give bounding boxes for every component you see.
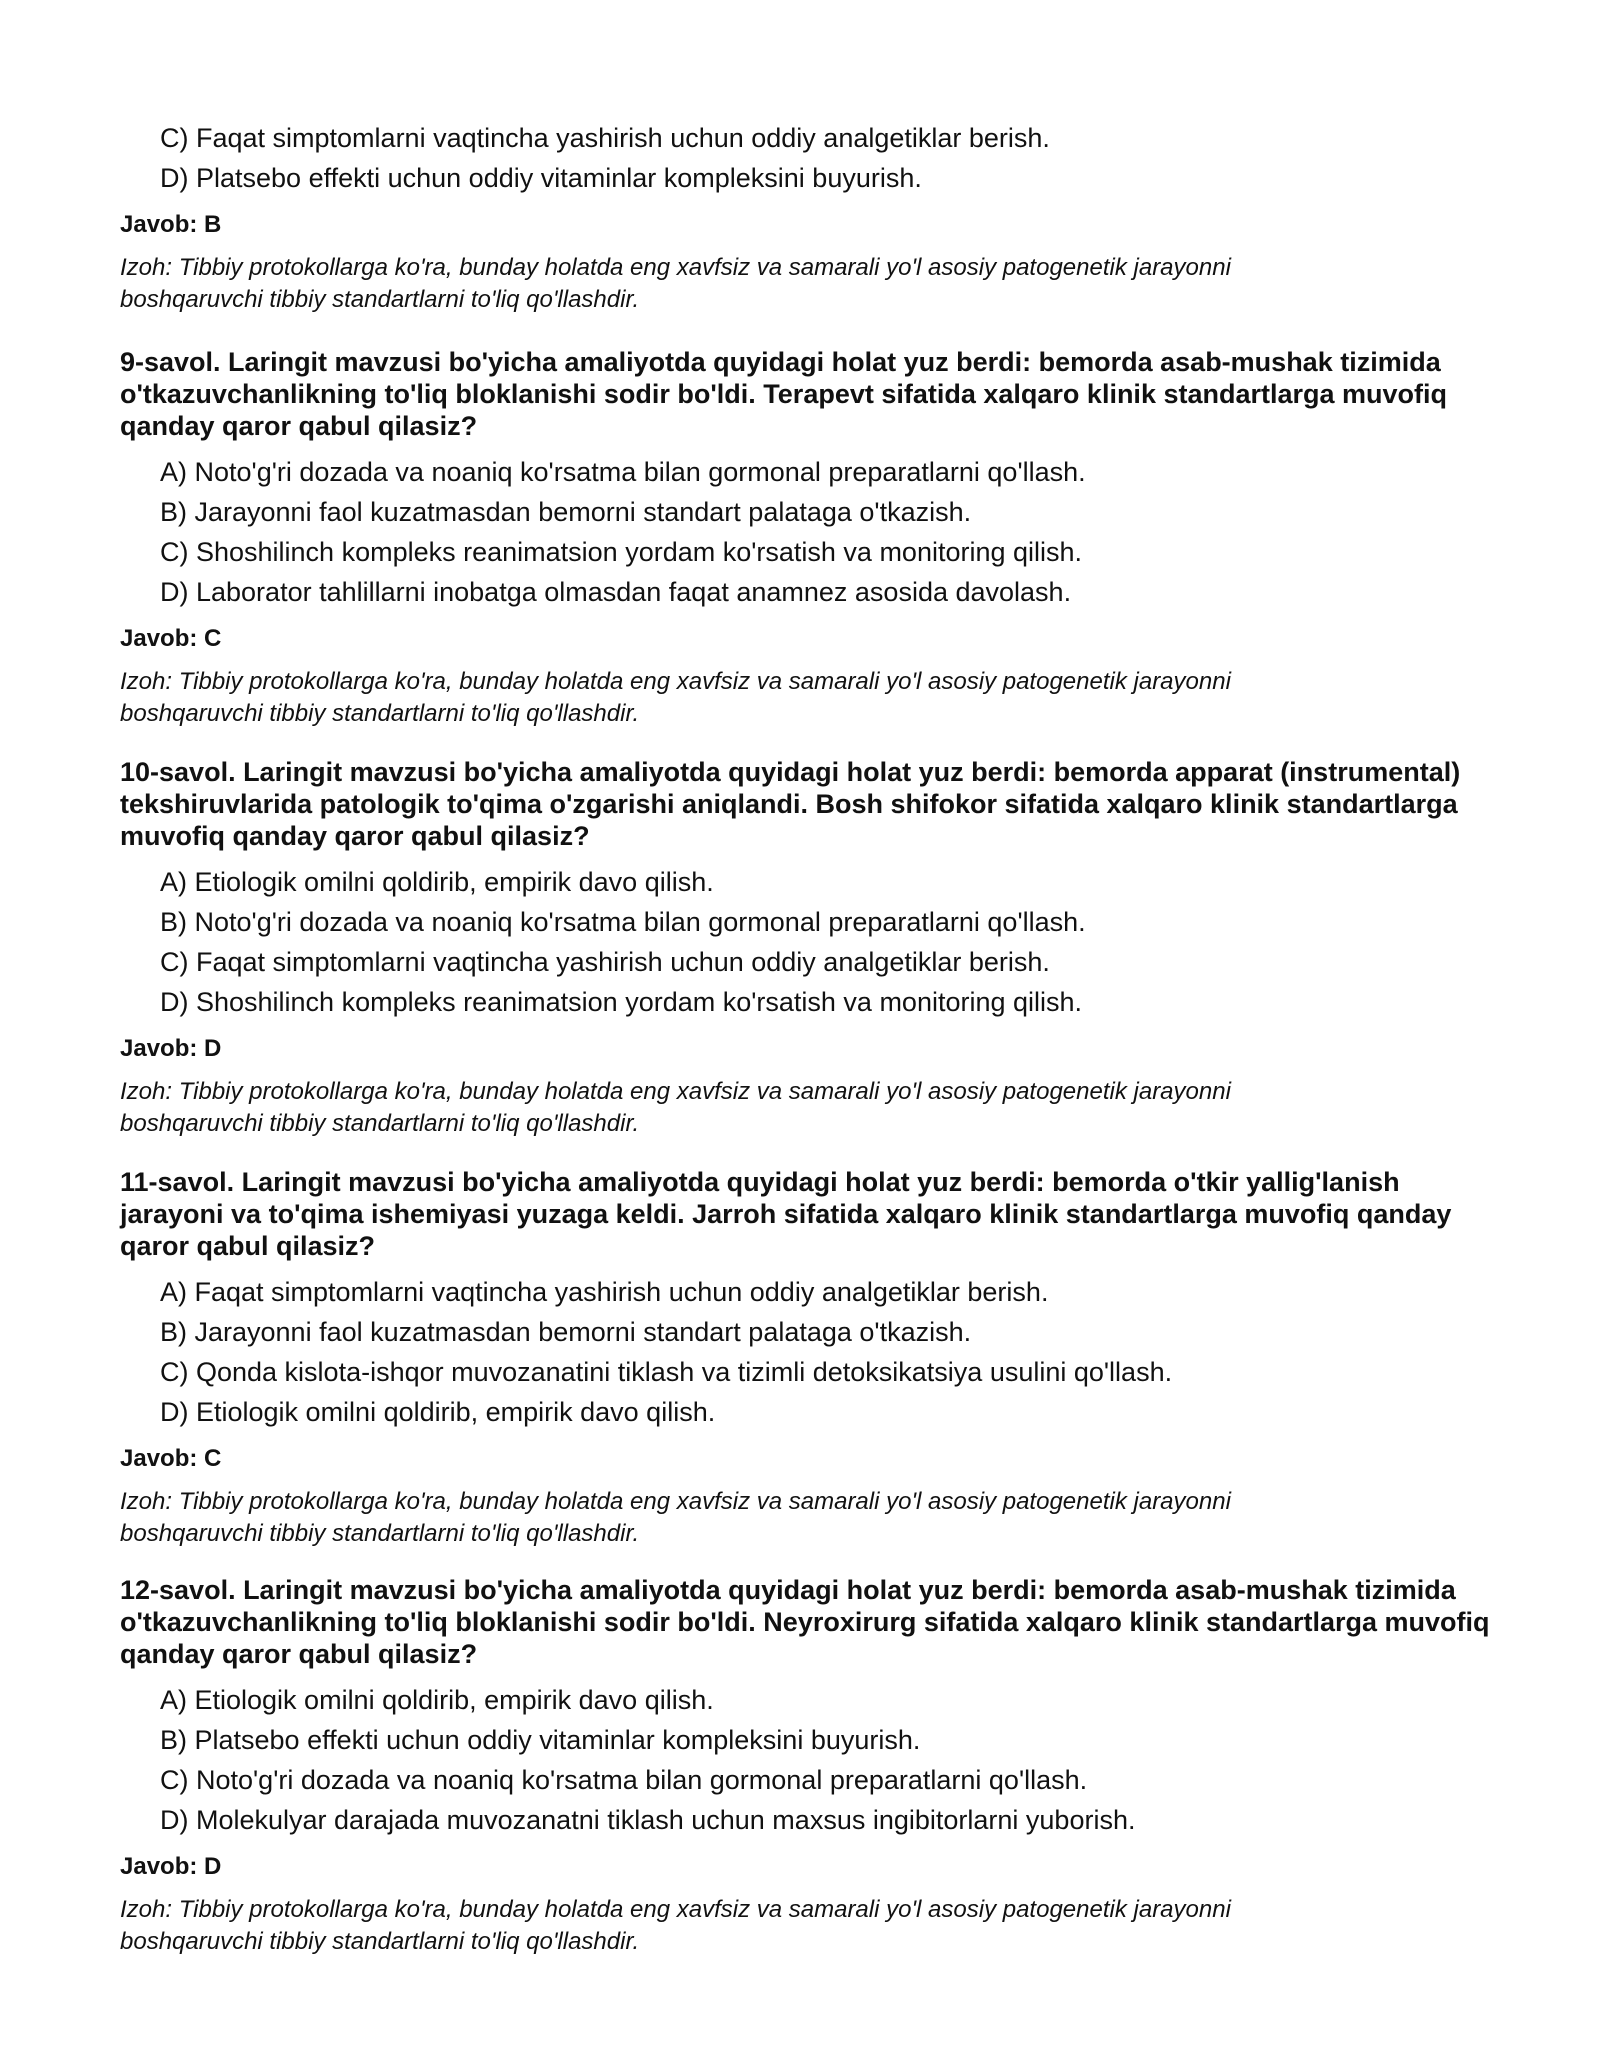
answer-label: Javob: C — [120, 625, 222, 652]
previous-question-continuation — [120, 118, 1500, 316]
answer-label: Javob: B — [120, 211, 222, 238]
option-a: A) Noto'g'ri dozada va noaniq ko'rsatma bilan gormonal preparatlarni qo'llash. — [160, 457, 1086, 487]
explanation-note: Izoh: Tibbiy protokollarga ko'ra, bunday holatda eng xavfsiz va samarali yo'l asosiy patogenetik jarayonni boshqaruvchi tibbiy standartlarni to'liq qo'llashdir. — [120, 1078, 1231, 1137]
question-block-11 — [120, 1166, 1500, 1550]
option-list — [120, 862, 1500, 1022]
option-d: D) Etiologik omilni qoldirib, empirik davo qilish. — [160, 1397, 716, 1427]
option-a: A) Etiologik omilni qoldirib, empirik davo qilish. — [160, 867, 714, 897]
explanation-note: Izoh: Tibbiy protokollarga ko'ra, bunday holatda eng xavfsiz va samarali yo'l asosiy patogenetik jarayonni boshqaruvchi tibbiy standartlarni to'liq qo'llashdir. — [120, 1896, 1231, 1955]
option-d: D) Molekulyar darajada muvozanatni tiklash uchun maxsus ingibitorlarni yuborish. — [160, 1805, 1136, 1835]
option-d: D) Platsebo effekti uchun oddiy vitaminlar kompleksini buyurish. — [160, 163, 922, 193]
option-list — [120, 1680, 1500, 1840]
answer-label: Javob: C — [120, 1445, 222, 1472]
option-b: B) Jarayonni faol kuzatmasdan bemorni standart palataga o'tkazish. — [160, 1317, 972, 1347]
option-c: C) Faqat simptomlarni vaqtincha yashirish uchun oddiy analgetiklar berish. — [160, 123, 1050, 153]
option-a: A) Faqat simptomlarni vaqtincha yashirish uchun oddiy analgetiklar berish. — [160, 1277, 1049, 1307]
question-block-10 — [120, 756, 1500, 1140]
option-c: C) Faqat simptomlarni vaqtincha yashirish uchun oddiy analgetiklar berish. — [160, 947, 1050, 977]
explanation-note: Izoh: Tibbiy protokollarga ko'ra, bunday holatda eng xavfsiz va samarali yo'l asosiy patogenetik jarayonni boshqaruvchi tibbiy standartlarni to'liq qo'llashdir. — [120, 1488, 1231, 1547]
option-b: B) Jarayonni faol kuzatmasdan bemorni standart palataga o'tkazish. — [160, 497, 972, 527]
option-d: D) Shoshilinch kompleks reanimatsion yordam ko'rsatish va monitoring qilish. — [160, 987, 1083, 1017]
option-c: C) Shoshilinch kompleks reanimatsion yordam ko'rsatish va monitoring qilish. — [160, 537, 1083, 567]
question-block-9 — [120, 346, 1500, 730]
option-list — [120, 118, 1500, 198]
answer-label: Javob: D — [120, 1853, 222, 1880]
explanation-note: Izoh: Tibbiy protokollarga ko'ra, bunday holatda eng xavfsiz va samarali yo'l asosiy patogenetik jarayonni boshqaruvchi tibbiy standartlarni to'liq qo'llashdir. — [120, 254, 1231, 313]
option-b: B) Noto'g'ri dozada va noaniq ko'rsatma bilan gormonal preparatlarni qo'llash. — [160, 907, 1086, 937]
option-d: D) Laborator tahlillarni inobatga olmasdan faqat anamnez asosida davolash. — [160, 577, 1072, 607]
option-c: C) Noto'g'ri dozada va noaniq ko'rsatma bilan gormonal preparatlarni qo'llash. — [160, 1765, 1088, 1795]
question-text: 11-savol. Laringit mavzusi bo'yicha amaliyotda quyidagi holat yuz berdi: bemorda o'tkir yallig'lanish jarayoni va to'qima ishemiyasi yuzaga keldi. Jarroh sifatida xalqaro klinik standartlarga muvofiq qanday qaror qabul qilasiz? — [120, 1167, 1452, 1261]
option-list — [120, 1272, 1500, 1432]
option-a: A) Etiologik omilni qoldirib, empirik davo qilish. — [160, 1685, 714, 1715]
question-text: 9-savol. Laringit mavzusi bo'yicha amaliyotda quyidagi holat yuz berdi: bemorda asab-mushak tizimida o'tkazuvchanlikning to'liq bloklanishi sodir bo'ldi. Terapevt sifatida xalqaro klinik standartlarga muvofiq qanday qaror qabul qilasiz? — [120, 347, 1448, 441]
option-c: C) Qonda kislota-ishqor muvozanatini tiklash va tizimli detoksikatsiya usulini qo'llash. — [160, 1357, 1173, 1387]
question-block-12 — [120, 1574, 1500, 1958]
option-list — [120, 452, 1500, 612]
question-text: 10-savol. Laringit mavzusi bo'yicha amaliyotda quyidagi holat yuz berdi: bemorda apparat (instrumental) tekshiruvlarida patologik to'qima o'zgarishi aniqlandi. Bosh shifokor sifatida xalqaro klinik standartlarga muvofiq qanday qaror qabul qilasiz? — [120, 757, 1461, 851]
question-text: 12-savol. Laringit mavzusi bo'yicha amaliyotda quyidagi holat yuz berdi: bemorda asab-mushak tizimida o'tkazuvchanlikning to'liq bloklanishi sodir bo'ldi. Neyroxirurg sifatida xalqaro klinik standartlarga muvofiq qanday qaror qabul qilasiz? — [120, 1575, 1490, 1669]
explanation-note: Izoh: Tibbiy protokollarga ko'ra, bunday holatda eng xavfsiz va samarali yo'l asosiy patogenetik jarayonni boshqaruvchi tibbiy standartlarni to'liq qo'llashdir. — [120, 668, 1231, 727]
answer-label: Javob: D — [120, 1035, 222, 1062]
option-b: B) Platsebo effekti uchun oddiy vitaminlar kompleksini buyurish. — [160, 1725, 921, 1755]
